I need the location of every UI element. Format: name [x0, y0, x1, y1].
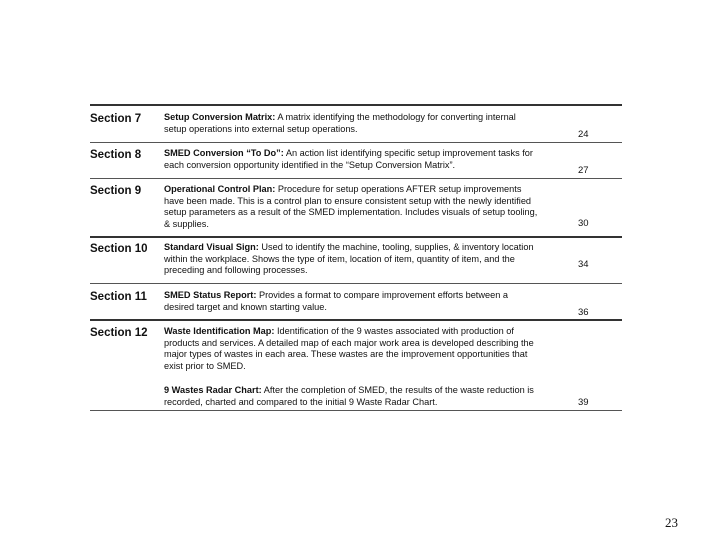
- desc-line: exist prior to SMED.: [164, 360, 246, 371]
- section-title: Setup Conversion Matrix:: [164, 112, 276, 122]
- divider: [90, 142, 622, 143]
- section-title: Standard Visual Sign:: [164, 242, 259, 252]
- desc-line: A matrix identifying the methodology for converting internal: [275, 112, 516, 122]
- desc-line: Procedure for setup operations AFTER setup improvements: [275, 184, 522, 194]
- section-label: Section 7: [90, 113, 142, 125]
- section-label: Section 10: [90, 243, 148, 255]
- desc-line: major types of wastes in each area. These wastes are the improvement opportunities that: [164, 349, 528, 360]
- page-number: 24: [578, 129, 589, 140]
- desc-line: each conversion opportunity identified in the “Setup Conversion Matrix”.: [164, 159, 456, 170]
- desc-line: setup parameters as a result of the SMED implementation. Includes visuals of setup tooling,: [164, 207, 538, 218]
- divider: [90, 236, 622, 238]
- section-title: Waste Identification Map:: [164, 326, 275, 336]
- divider: [90, 283, 622, 284]
- section-title: SMED Conversion “To Do”:: [164, 148, 284, 158]
- page-number: 30: [578, 218, 589, 229]
- desc-line: Identification of the 9 wastes associated with production of: [274, 326, 514, 336]
- section-description: [164, 184, 537, 230]
- divider: [90, 319, 622, 321]
- divider: [90, 178, 622, 179]
- section-description: [164, 326, 534, 372]
- desc-line: products and services. A detailed map of each major work area is developed describing the: [164, 337, 534, 348]
- desc-line: An action list identifying specific setup improvement tasks for: [283, 148, 533, 158]
- page-number: 27: [578, 165, 589, 176]
- divider: [90, 410, 622, 411]
- section-description-2: [164, 385, 534, 408]
- desc-line: within the workplace. Shows the type of item, location of item, quantity of item, and the: [164, 253, 515, 264]
- section-label: Section 8: [90, 149, 142, 161]
- desc-line: desired target and known starting value.: [164, 301, 327, 312]
- section-description: [164, 148, 533, 171]
- desc-line: After the completion of SMED, the results of the waste reduction is: [261, 385, 534, 395]
- desc-line: recorded, charted and compared to the initial 9 Waste Radar Chart.: [164, 396, 438, 407]
- desc-line: preceding and following processes.: [164, 265, 308, 276]
- section-label: Section 12: [90, 327, 148, 339]
- desc-line: Used to identify the machine, tooling, supplies, & inventory location: [258, 242, 534, 252]
- section-description: [164, 290, 508, 313]
- desc-line: & supplies.: [164, 218, 209, 229]
- page-number: 34: [578, 259, 589, 270]
- page-number: 36: [578, 307, 589, 318]
- desc-line: Provides a format to compare improvement efforts between a: [256, 290, 508, 300]
- desc-line: setup operations into external setup operations.: [164, 123, 358, 134]
- section-title: Operational Control Plan:: [164, 184, 276, 194]
- section-description: [164, 242, 534, 277]
- divider: [90, 104, 622, 106]
- section-label: Section 9: [90, 185, 142, 197]
- slide-number: 23: [665, 515, 678, 530]
- section-label: Section 11: [90, 291, 147, 303]
- section-description: [164, 112, 516, 135]
- desc-line: have been made. This is a control plan to ensure consistent setup with the newly identified: [164, 195, 532, 206]
- page-number: 39: [578, 397, 589, 408]
- section-title: 9 Wastes Radar Chart:: [164, 385, 262, 395]
- section-title: SMED Status Report:: [164, 290, 257, 300]
